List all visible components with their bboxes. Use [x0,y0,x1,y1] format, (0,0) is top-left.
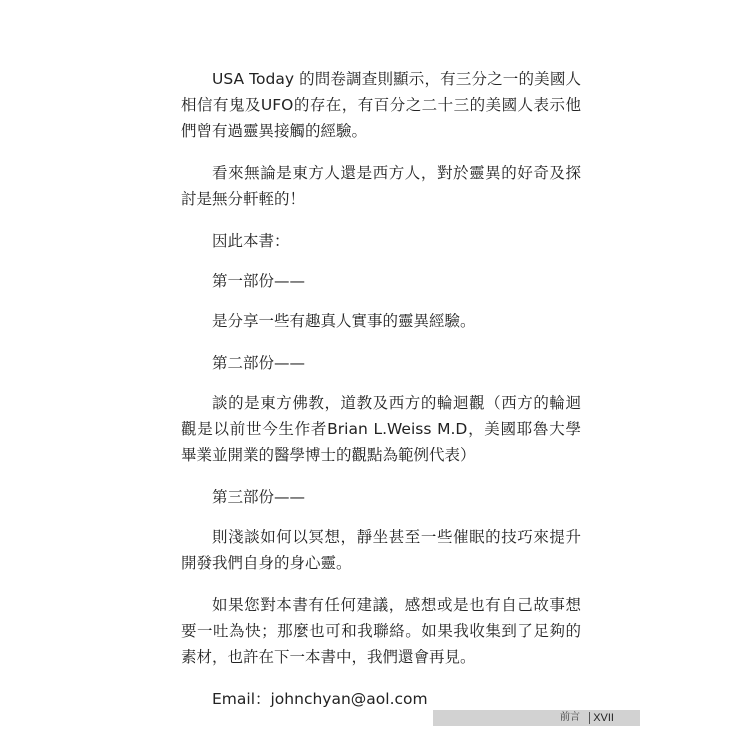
part-one-heading: 第一部份—— [212,272,306,290]
body-text [181,66,581,728]
paragraph-survey: USA Today 的問卷調查則顯示，有三分之一的美國人相信有鬼及UFO的存在，有百分之二十三的美國人表示他們曾有過靈異接觸的經驗。 [181,70,581,140]
part-one-description: 是分享一些有趣真人實事的靈異經驗。 [212,312,476,330]
part-three-description: 則淺談如何以冥想，靜坐甚至一些催眠的技巧來提升開發我們自身的身心靈。 [181,528,581,572]
page-footer [433,710,640,726]
paragraph-therefore: 因此本書： [212,232,290,250]
part-two-heading: 第二部份—— [212,354,306,372]
part-two-description: 談的是東方佛教，道教及西方的輪迴觀（西方的輪迴觀是以前世今生作者Brian L.Weiss M.D，美國耶魯大學畢業並開業的醫學博士的觀點為範例代表） [181,394,581,464]
paragraph-contact: 如果您對本書有任何建議，感想或是也有自己故事想要一吐為快；那麼也可和我聯絡。如果我收集到了足夠的素材，也許在下一本書中，我們還會再見。 [181,596,581,666]
email-line: Email：johnchyan@aol.com [212,690,428,708]
section-label: 前言 [560,712,580,723]
part-three-heading: 第三部份—— [212,488,306,506]
footer-divider [589,712,590,724]
page-number: XVII [593,712,614,724]
paragraph-curiosity: 看來無論是東方人還是西方人，對於靈異的好奇及探討是無分軒輊的！ [181,164,581,208]
